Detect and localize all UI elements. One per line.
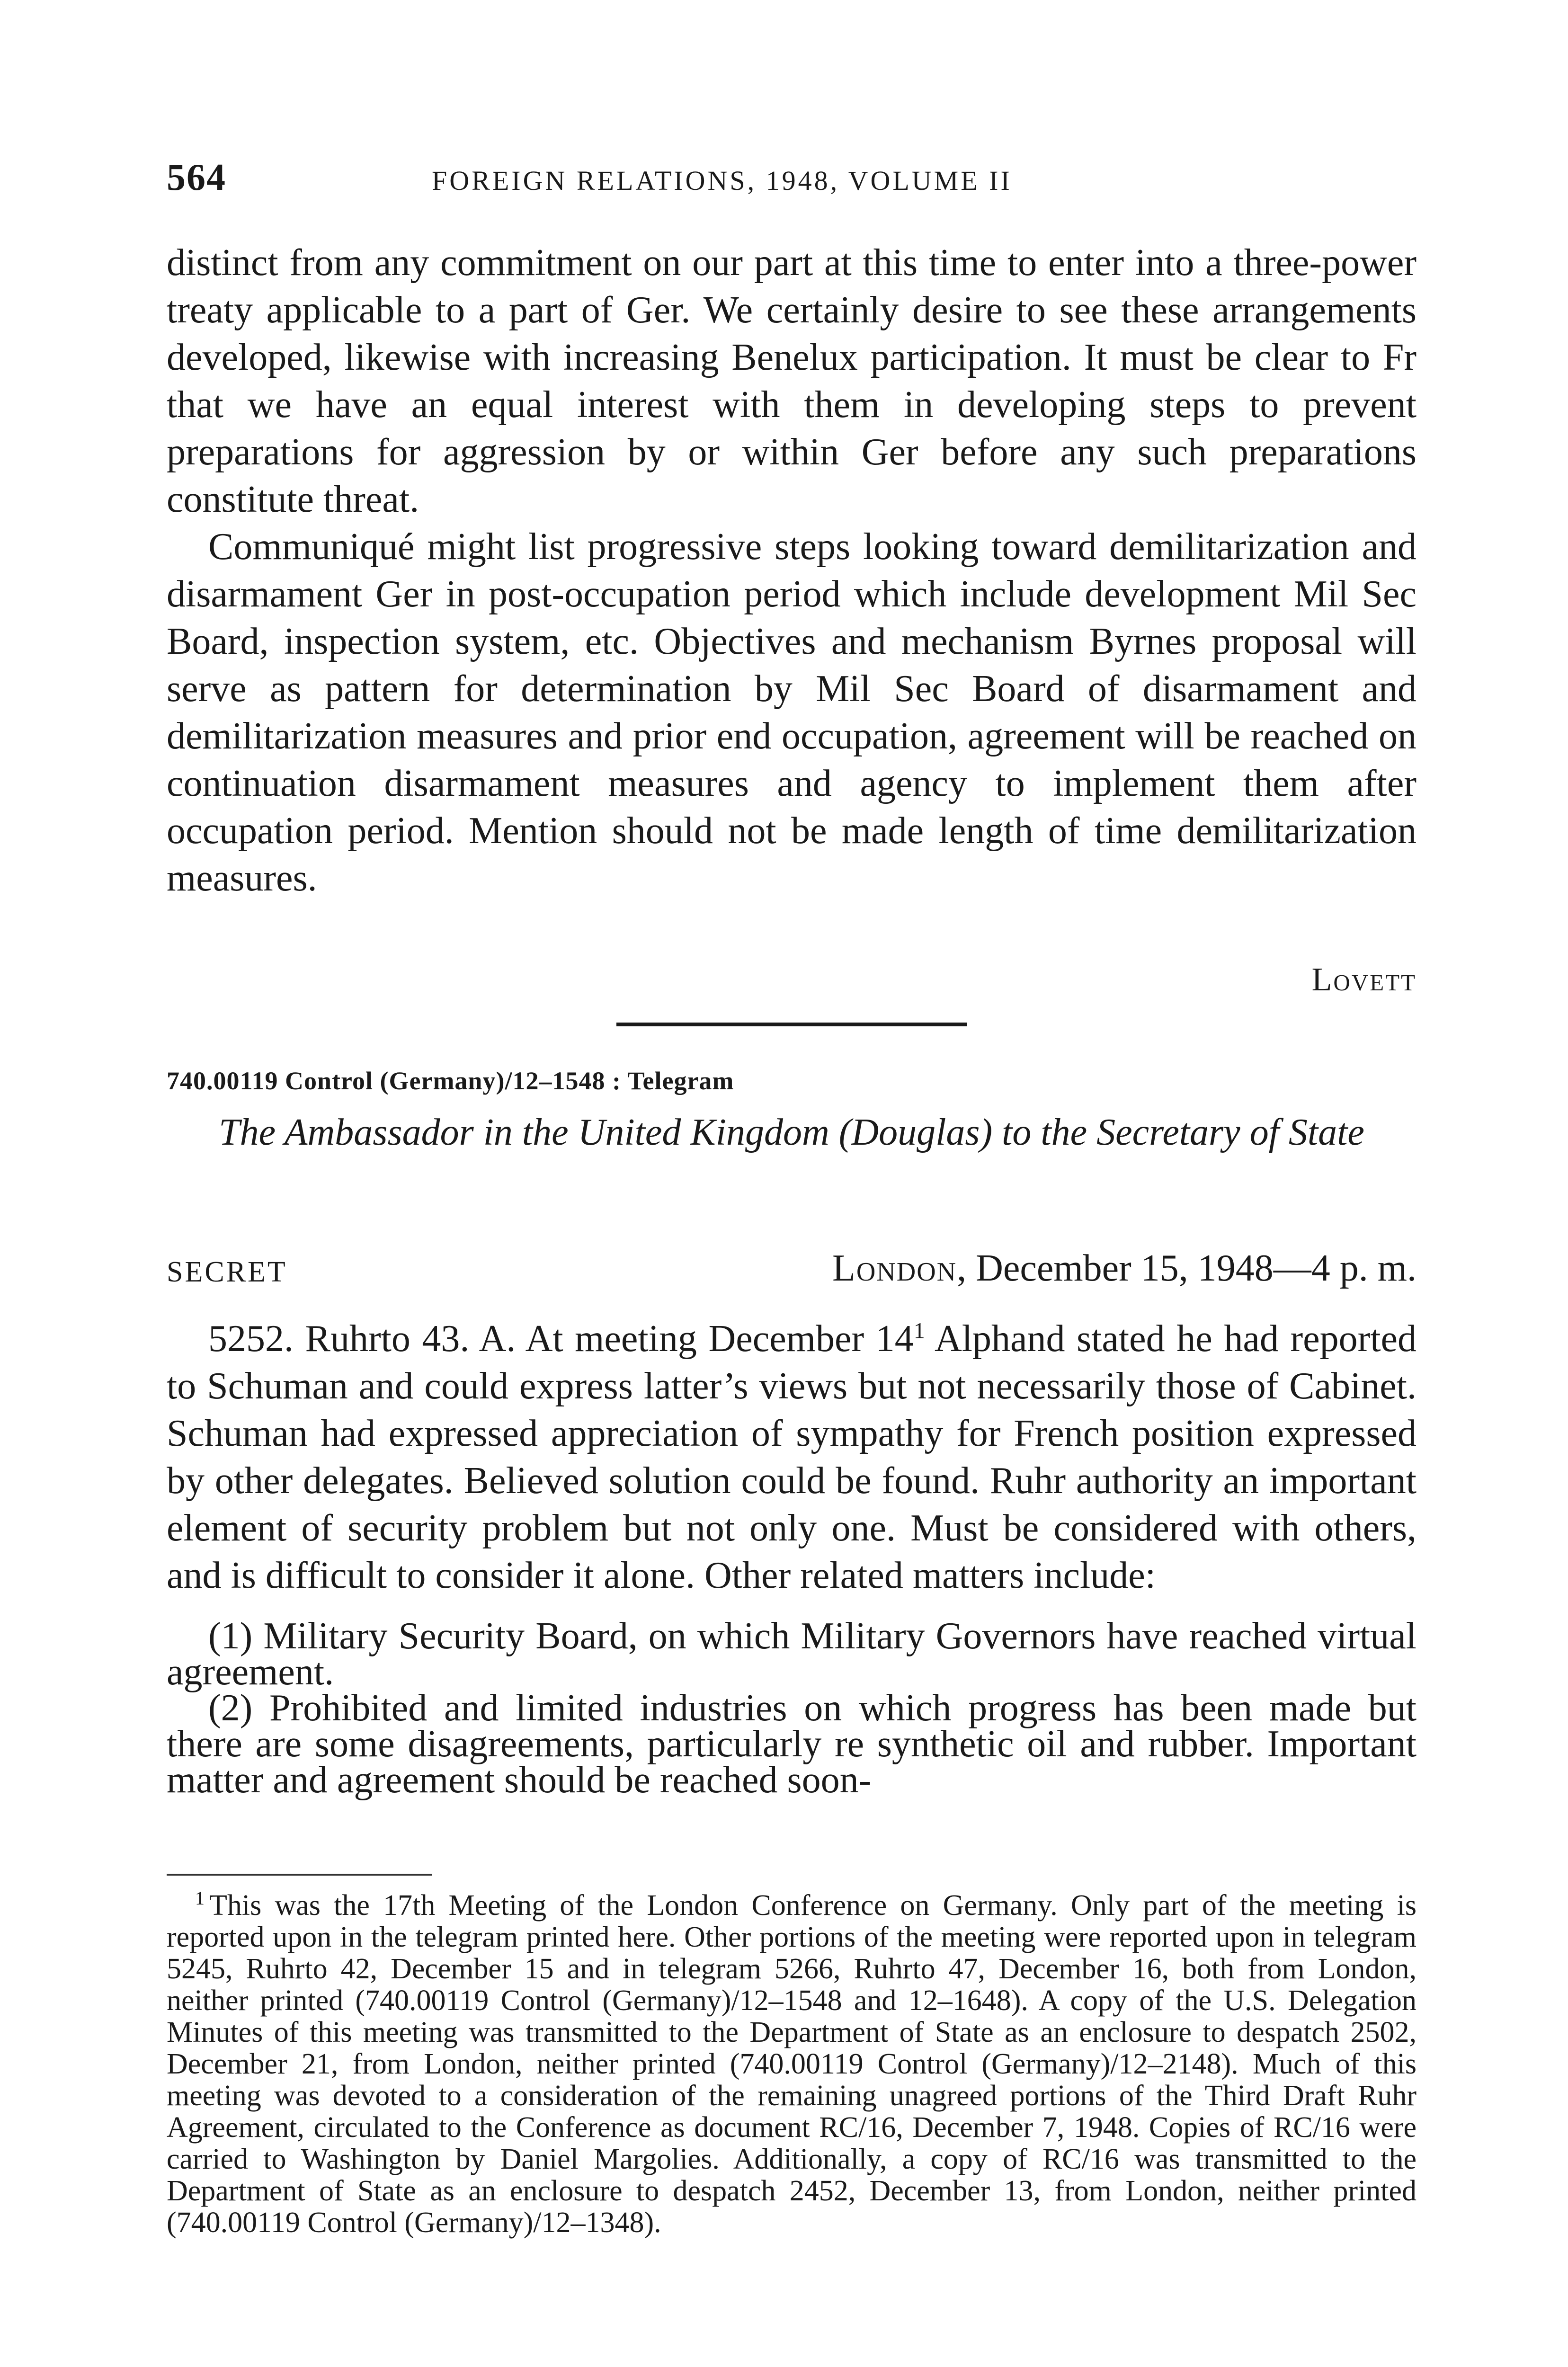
dateline-place: London	[832, 1247, 957, 1289]
communique-paragraph: Communiqué might list progressive steps looking toward demilitarization and disarmament Ger in post-occupation period which include development Mil Sec Board, inspection system, etc. Objectives and mechanism Byrnes proposal will serve as pattern for determination by Mil Sec Board of disarmament and demilitarization measures and prior end occupation, agreement will be reached on continuation disarmament measures and agency to implement them after occupation period. Mention should not be made length of time demilitarization measures.	[167, 526, 1417, 899]
footnote-divider	[167, 1874, 432, 1876]
page-header	[167, 156, 1417, 208]
document-title: The Ambassador in the United Kingdom (Douglas) to the Secretary of State	[219, 1112, 1364, 1153]
opening-text-rest: Alphand stated he had reported to Schuman and could express latter’s views but not necessarily those of Cabinet. Schuman had expressed appreciation of sympathy for French position expressed by other delegates. Believed solution could be found. Ruhr authority an important element of security problem but not only one. Must be considered with others, and is difficult to consider it alone. Other related matters include:	[167, 1318, 1417, 1596]
continued-text	[167, 239, 1417, 902]
footnote	[167, 1887, 1417, 2239]
opening-text-start: 5252. Ruhrto 43. A. At meeting December 14	[208, 1318, 914, 1360]
list-item: (1) Military Security Board, on which Military Governors have reached virtual agreement.	[167, 1615, 1417, 1693]
classification-label: SECRET	[167, 1256, 287, 1288]
footnote-reference[interactable]: 1	[913, 1318, 925, 1344]
telegram-opening-paragraph	[167, 1315, 1417, 1599]
telegram-body	[167, 1315, 1417, 1801]
continued-paragraph: distinct from any commitment on our part at this time to enter into a three-power treaty applicable to a part of Ger. We certainly desire to see these arrangements developed, likewise with increasing Benelux participation. It must be clear to Fr that we have an equal interest with them in developing steps to prevent preparations for aggression by or within Ger before any such preparations constitute threat.	[167, 242, 1417, 520]
signature: Lovett	[1311, 961, 1417, 998]
running-head: FOREIGN RELATIONS, 1948, VOLUME II	[432, 165, 1012, 196]
dateline	[832, 1247, 1417, 1290]
page-number: 564	[167, 157, 226, 198]
file-reference: 740.00119 Control (Germany)/12–1548 : Telegram	[167, 1067, 734, 1095]
list-item: (2) Prohibited and limited industries on which progress has been made but there are some disagreements, particularly re synthetic oil and rubber. Important matter and agreement should be reached soon-	[167, 1687, 1417, 1801]
section-divider	[616, 1023, 967, 1026]
dateline-date: , December 15, 1948—4 p. m.	[957, 1247, 1417, 1289]
footnote-block	[167, 1887, 1417, 2239]
footnote-marker: 1	[195, 1887, 205, 1909]
footnote-text: This was the 17th Meeting of the London Conference on Germany. Only part of the meeting is reported upon in the telegram printed here. Other portions of the meeting were reported upon in telegram 5245, Ruhrto 42, December 15 and in telegram 5266, Ruhrto 47, December 16, both from London, neither printed (740.00119 Control (Germany)/12–1548 and 12–1648). A copy of the U.S. Delegation Minutes of this meeting was transmitted to the Department of State as an enclosure to despatch 2502, December 21, from London, neither printed (740.00119 Control (Germany)/12–2148). Much of this meeting was devoted to a consideration of the remaining unagreed portions of the Third Draft Ruhr Agreement, circulated to the Conference as document RC/16, December 7, 1948. Copies of RC/16 were carried to Washington by Daniel Margolies. Additionally, a copy of RC/16 was transmitted to the Department of State as an enclosure to despatch 2452, December 13, from London, neither printed (740.00119 Control (Germany)/12–1348).	[167, 1889, 1417, 2239]
